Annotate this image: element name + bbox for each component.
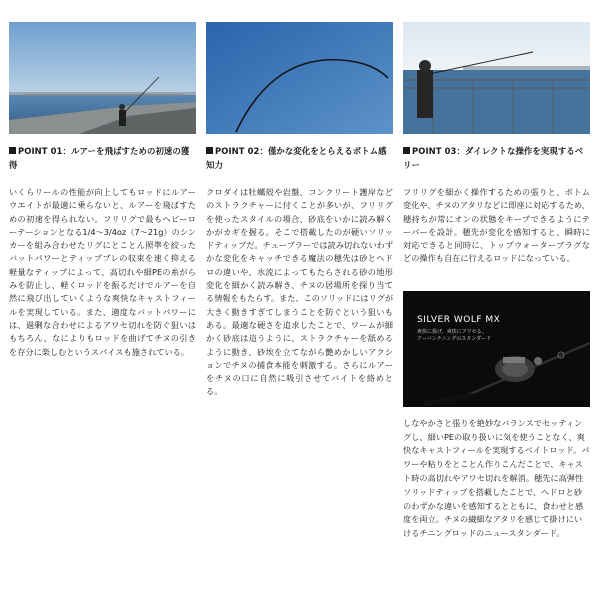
rod-reel-graphic (403, 291, 590, 407)
point-01-title: POINT 01：ルアーを飛ばすための初速の獲得 (9, 146, 190, 170)
point-03-title: POINT 03：ダイレクトな操作を実現するベリー (403, 146, 584, 170)
point-01-body: いくらリールの性能が向上してもロッドにルアーウエイトが最適に乗らないと、ルアーを飛ばすための初速を得られない。フリリグで最もヘビーローテーションとなる1/4～3/4oz（7～21g）のシンカーを組み合わせたリグにとことん照準を絞ったバットパワーとティップブレの収束を速く抑える軽量なティップによって、高切れや細PEの糸がらみを防止し、軽くロッドを振るだけでルアーを自然に飛び出していくような爽快なキャストフィールを実現している。また、適度なバットパワーには、過剰な合わせによるアワセ切れを防ぐ狙いはもちろん、なによりもロッドを曲げてチヌの引きを存分に楽しむというスパイスも施されている。 (9, 187, 196, 357)
product-banner (403, 291, 590, 407)
point-03-body: フリリグを細かく操作するための張りと、ボトム変化や、チヌのアタリなどに即座に対応するため、穂持ちが常にオンの状態をキープできるようにテーパーを設計。穂先が変化を感知すると、瞬時に対応できると同時に、トップウォータープラグなどの操作も自在に行えるロッドになっている。 (403, 187, 590, 264)
bullet-square-icon (206, 147, 213, 154)
point-02-title: POINT 02：僅かな変化をとらえるボトム感知力 (206, 146, 387, 170)
product-description: しなやかさと張りを絶妙なバランスでセッティングし、細いPEの取り扱いに気を使うことなく、爽快なキャストフィールを実現するベイトロッド。パワーや粘りをとことん作りこんだことで、キャスト時の高切れやアワセ切れを解消。穂先に高弾性ソリッドティップを搭載したことで、ヘドロと砂のわずかな違いを感知するとともに、食わせと感度を両立。チヌの繊細なアタリを感じて掛けにいけるチニングロッドのニュースタンダード。 (403, 417, 590, 539)
point-02-column (206, 22, 393, 399)
photo-angler-by-railing (403, 22, 590, 134)
photo-angler-on-seawall (9, 22, 196, 134)
point-02-body: クロダイは牡蠣殻や岩盤、コンクリート護岸などのストラクチャーに付くことが多いが、フリリグを使ったスタイルの場合、砂底をいかに読み解くかがカギを握る。そこで搭載したのが硬いソリッドティップだ。チューブラーでは読み切れないわずかな変化をキャッチできる魔法の穂先は砂とヘドロの違いや、水流によってもたらされる砂の地形変化を細かく読み解き、チヌの居場所を探り当てる情報をもたらす。また、このソリッドにはリグが大きく動きすぎてしまうことを防ぐという狙いもある。最適な硬さを追求したことで、ワームが細かく砂底は這うように、ストラクチャーを舐めるように動き、砂埃を立てながら艶めかしいアクションでチヌの捕食本能を刺激する。さらにルアーをチヌの口に自然に吸引させてバイトを絡めとる。 (206, 187, 394, 397)
point-01-column (9, 22, 196, 359)
bullet-square-icon (9, 147, 16, 154)
product-name: SILVER WOLF MX (417, 314, 501, 325)
point-03-column (403, 22, 590, 541)
bullet-square-icon (403, 147, 410, 154)
photo-rod-tip-sky (206, 22, 393, 134)
product-catchcopy: 爽快に投げ、爽快にアワセる。 アーバンチニングのスタンダード (417, 328, 492, 343)
